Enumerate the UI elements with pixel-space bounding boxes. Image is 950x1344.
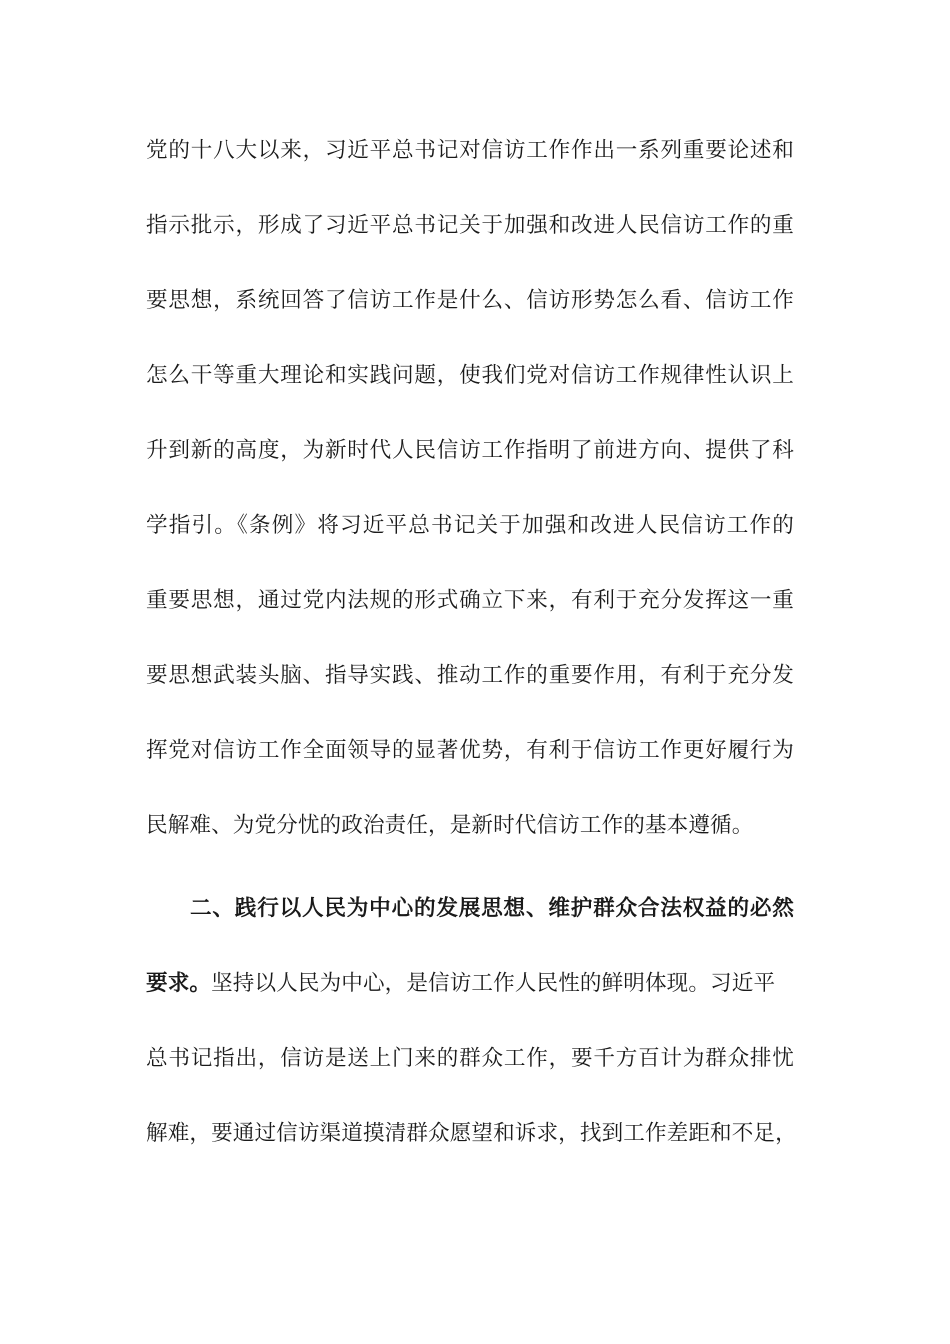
body-text-line xyxy=(146,969,794,999)
body-text-line: 党的十八大以来，习近平总书记对信访工作作出一系列重要论述和 xyxy=(146,138,794,163)
body-text-line: 指示批示，形成了习近平总书记关于加强和改进人民信访工作的重 xyxy=(146,213,794,238)
body-text-line: 要思想武装头脑、指导实践、推动工作的重要作用，有利于充分发 xyxy=(146,663,794,688)
section-heading-tail: 要求。 xyxy=(146,971,212,996)
body-text-line: 要思想，系统回答了信访工作是什么、信访形势怎么看、信访工作 xyxy=(146,288,794,313)
body-text-line: 升到新的高度，为新时代人民信访工作指明了前进方向、提供了科 xyxy=(146,438,794,463)
body-text-line: 重要思想，通过党内法规的形式确立下来，有利于充分发挥这一重 xyxy=(146,588,794,613)
body-text-line: 学指引。《条例》将习近平总书记关于加强和改进人民信访工作的 xyxy=(146,513,794,538)
body-text-line: 挥党对信访工作全面领导的显著优势，有利于信访工作更好履行为 xyxy=(146,738,794,763)
body-text-span: 坚持以人民为中心，是信访工作人民性的鲜明体现。习近平 xyxy=(211,971,776,996)
body-text-line: 总书记指出，信访是送上门来的群众工作，要千方百计为群众排忧 xyxy=(146,1046,794,1071)
body-text-line: 民解难、为党分忧的政治责任，是新时代信访工作的基本遵循。 xyxy=(146,813,754,838)
body-text-line: 怎么干等重大理论和实践问题，使我们党对信访工作规律性认识上 xyxy=(146,363,794,388)
section-heading: 二、践行以人民为中心的发展思想、维护群众合法权益的必然 xyxy=(190,896,794,921)
body-text-line: 解难，要通过信访渠道摸清群众愿望和诉求，找到工作差距和不足， xyxy=(146,1121,797,1146)
